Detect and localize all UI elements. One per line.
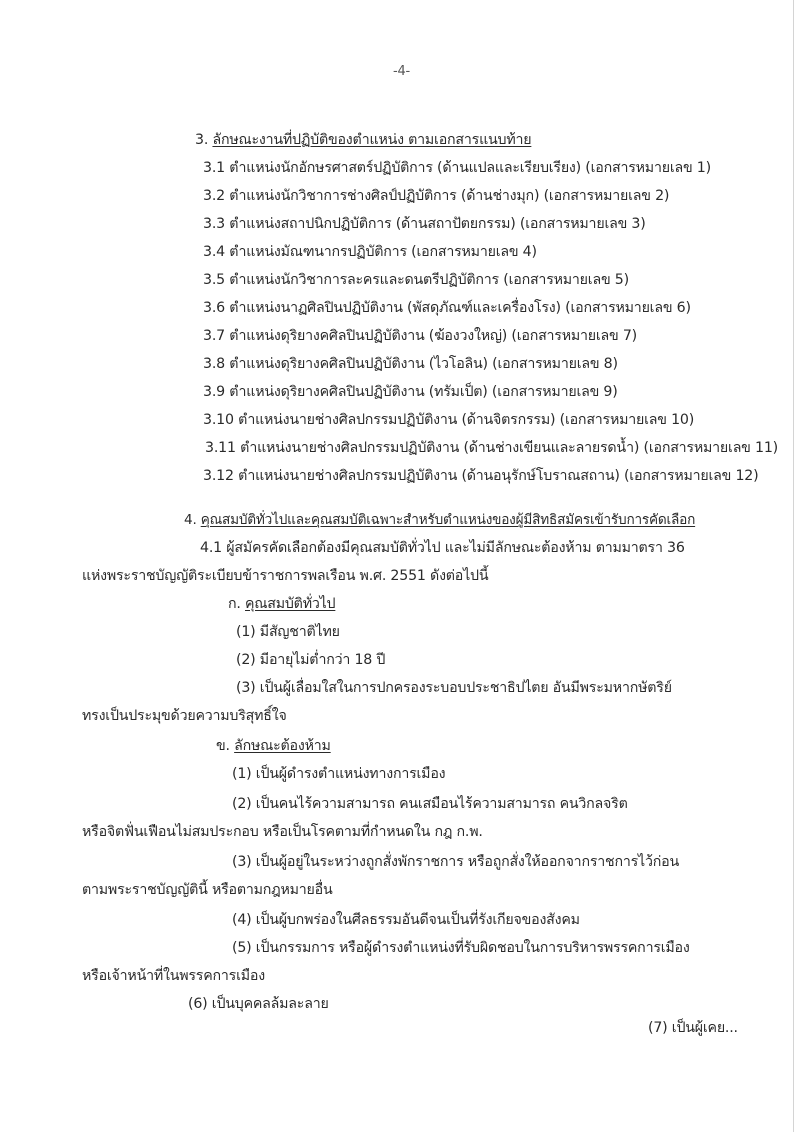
prohibited-item-3-line-2: ตามพระราชบัญญัตินี้ หรือตามกฎหมายอื่น <box>82 882 333 898</box>
general-item-3-line-1: (3) เป็นผู้เลื่อมใสในการปกครองระบอบประชาธิปไตย อันมีพระมหากษัตริย์ <box>236 680 672 696</box>
general-item-2: (2) มีอายุไม่ต่ำกว่า 18 ปี <box>236 652 386 668</box>
paragraph-4-1-line-2: แห่งพระราชบัญญัติระเบียบข้าราชการพลเรือน พ.ศ. 2551 ดังต่อไปนี้ <box>82 568 489 584</box>
general-item-3-line-2: ทรงเป็นประมุขด้วยความบริสุทธิ์ใจ <box>82 708 287 724</box>
page-number: -4- <box>393 64 411 79</box>
section-3-title: ลักษณะงานที่ปฏิบัติของตำแหน่ง ตามเอกสารแนบท้าย <box>212 132 532 148</box>
general-title: คุณสมบัติทั่วไป <box>245 596 336 612</box>
section-4-heading <box>184 510 695 530</box>
list-item: 3.2 ตำแหน่งนักวิชาการช่างศิลป์ปฏิบัติการ (ด้านช่างมุก) (เอกสารหมายเลข 2) <box>203 188 670 204</box>
prohibited-item-5-line-1: (5) เป็นกรรมการ หรือผู้ดำรงตำแหน่งที่รับผิดชอบในการบริหารพรรคการเมือง <box>232 940 690 956</box>
prohibited-heading <box>216 736 331 756</box>
list-item: 3.3 ตำแหน่งสถาปนิกปฏิบัติการ (ด้านสถาปัตยกรรม) (เอกสารหมายเลข 3) <box>203 216 646 232</box>
list-item: 3.6 ตำแหน่งนาฏศิลปินปฏิบัติงาน (พัสดุภัณฑ์และเครื่องโรง) (เอกสารหมายเลข 6) <box>203 300 691 316</box>
page-edge-line <box>793 0 794 1132</box>
section-3-number: 3. <box>195 132 209 148</box>
section-4-number: 4. <box>184 512 197 528</box>
paragraph-4-1-line-1: 4.1 ผู้สมัครคัดเลือกต้องมีคุณสมบัติทั่วไป และไม่มีลักษณะต้องห้าม ตามมาตรา 36 <box>200 540 685 556</box>
general-label: ก. <box>228 596 241 612</box>
prohibited-item-6: (6) เป็นบุคคลล้มละลาย <box>188 996 329 1012</box>
section-4-title: คุณสมบัติทั่วไปและคุณสมบัติเฉพาะสำหรับตำแหน่งของผู้มีสิทธิสมัครเข้ารับการคัดเลือก <box>200 512 696 528</box>
continuation-marker: (7) เป็นผู้เคย... <box>648 1020 738 1036</box>
prohibited-item-5-line-2: หรือเจ้าหน้าที่ในพรรคการเมือง <box>82 968 265 984</box>
list-item: 3.5 ตำแหน่งนักวิชาการละครและดนตรีปฏิบัติการ (เอกสารหมายเลข 5) <box>203 272 629 288</box>
general-qualifications-heading <box>228 594 335 614</box>
list-item: 3.9 ตำแหน่งดุริยางคศิลปินปฏิบัติงาน (ทรัมเป็ต) (เอกสารหมายเลข 9) <box>203 384 618 400</box>
list-item: 3.10 ตำแหน่งนายช่างศิลปกรรมปฏิบัติงาน (ด้านจิตรกรรม) (เอกสารหมายเลข 10) <box>203 412 695 428</box>
list-item: 3.11 ตำแหน่งนายช่างศิลปกรรมปฏิบัติงาน (ด้านช่างเขียนและลายรดน้ำ) (เอกสารหมายเลข 11) <box>205 440 778 456</box>
list-item: 3.8 ตำแหน่งดุริยางคศิลปินปฏิบัติงาน (ไวโอลิน) (เอกสารหมายเลข 8) <box>203 356 618 372</box>
general-item-1: (1) มีสัญชาติไทย <box>236 624 340 640</box>
list-item: 3.4 ตำแหน่งมัณฑนากรปฏิบัติการ (เอกสารหมายเลข 4) <box>203 244 537 260</box>
list-item: 3.1 ตำแหน่งนักอักษรศาสตร์ปฏิบัติการ (ด้านแปลและเรียบเรียง) (เอกสารหมายเลข 1) <box>203 160 711 176</box>
prohibited-item-1: (1) เป็นผู้ดำรงตำแหน่งทางการเมือง <box>232 766 446 782</box>
prohibited-label: ข. <box>216 738 230 754</box>
prohibited-title: ลักษณะต้องห้าม <box>234 738 331 754</box>
list-item: 3.7 ตำแหน่งดุริยางคศิลปินปฏิบัติงาน (ฆ้องวงใหญ่) (เอกสารหมายเลข 7) <box>203 328 638 344</box>
section-3-heading <box>195 130 531 150</box>
prohibited-item-4: (4) เป็นผู้บกพร่องในศีลธรรมอันดีจนเป็นที่รังเกียจของสังคม <box>232 912 580 928</box>
prohibited-item-2-line-2: หรือจิตฟั่นเฟือนไม่สมประกอบ หรือเป็นโรคตามที่กำหนดใน กฎ ก.พ. <box>82 824 483 840</box>
prohibited-item-2-line-1: (2) เป็นคนไร้ความสามารถ คนเสมือนไร้ความสามารถ คนวิกลจริต <box>232 796 628 812</box>
list-item: 3.12 ตำแหน่งนายช่างศิลปกรรมปฏิบัติงาน (ด้านอนุรักษ์โบราณสถาน) (เอกสารหมายเลข 12) <box>203 468 759 484</box>
prohibited-item-3-line-1: (3) เป็นผู้อยู่ในระหว่างถูกสั่งพักราชการ หรือถูกสั่งให้ออกจากราชการไว้ก่อน <box>232 854 679 870</box>
